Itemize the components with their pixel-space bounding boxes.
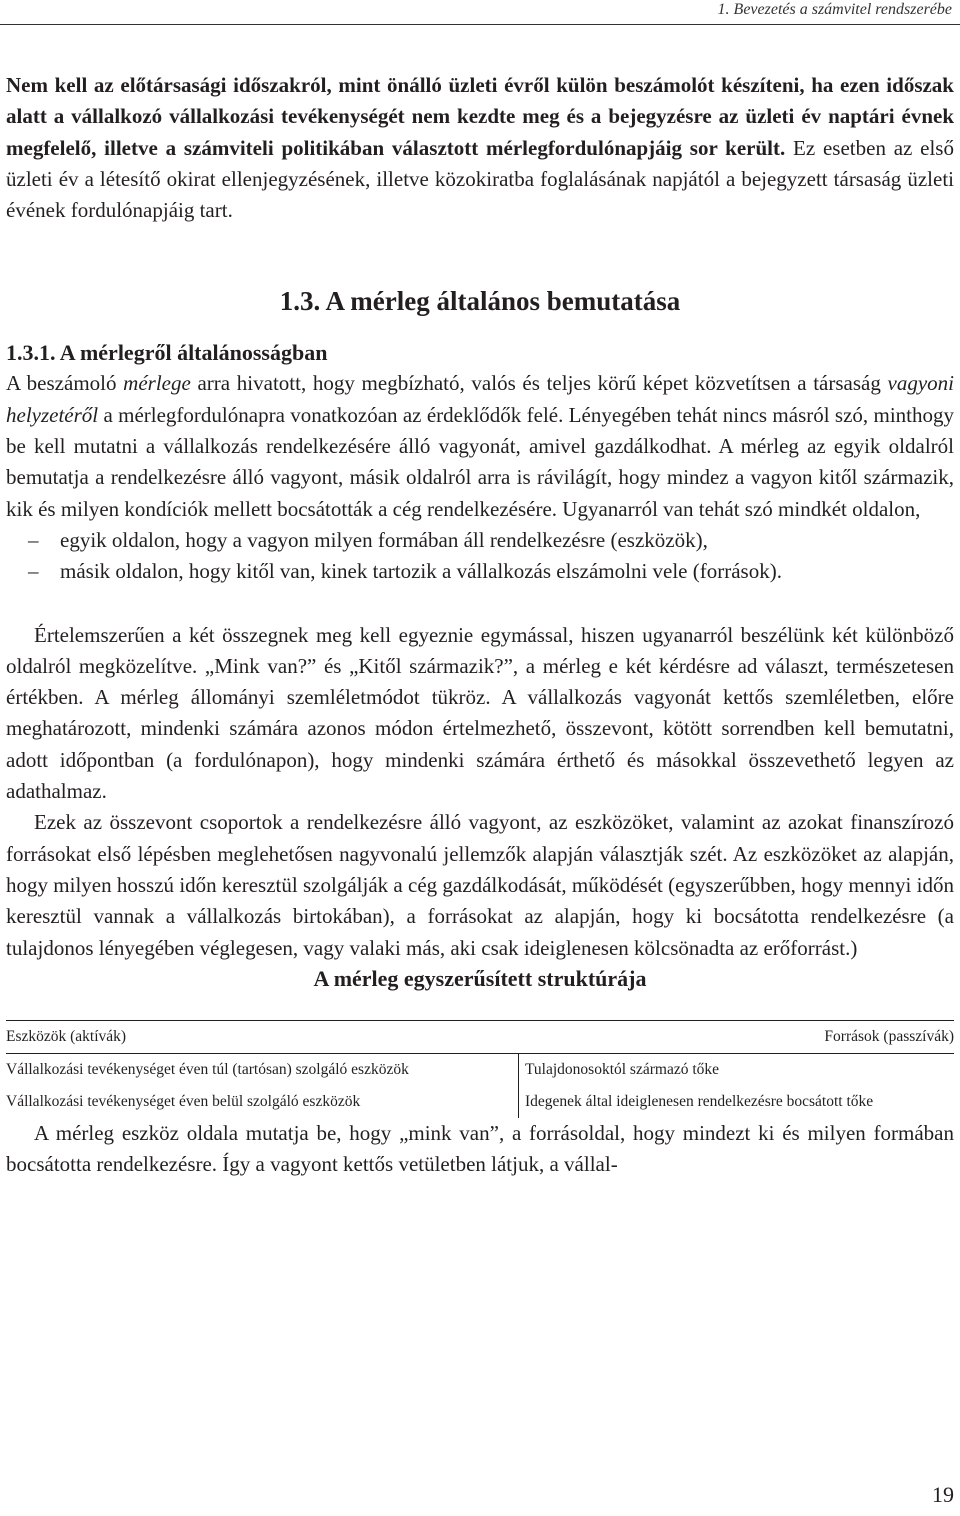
paragraph-closing: A mérleg eszköz oldala mutatja be, hogy „mink van”, a forrásoldal, hogy mindezt ki és milyen formában bocsátotta rendelkezésre. Így a vagyont kettős vetületben látjuk, a vállal- — [6, 1120, 954, 1177]
assets-header: Eszközök (aktívák) — [6, 1020, 519, 1053]
paragraph-groups: Ezek az összevont csoportok a rendelkezésre álló vagyont, az eszközöket, valamint az azokat finanszírozó forrásokat első lépésben meglehetősen nagyvonalú jellemzők alapján választják szét. Az eszközöket az alapján, hogy milyen hosszú időn keresztül szolgálják a cég gazdálkodását, működését (egyszerűbben, hogy mennyi időn keresztül vannak a vállalkozás birtokában), a forrásokat az alapján, hogy ki bocsátotta rendelkezésre (a tulajdonos lényegében véglegesen, vagy valaki más, aki csak ideiglenesen kölcsönadta az erőforrást.) — [6, 810, 954, 960]
dash-bullet: – — [28, 559, 39, 584]
intro-normal-text: Ez esetben az első üzleti év a létesítő okirat ellenjegyzésének, illetve közokiratba foglalásának napjától a bejegyzett társaság üzleti évének fordulónapjáig tart. — [6, 135, 954, 223]
table-row — [6, 1053, 954, 1086]
table-cell-assets: Vállalkozási tevékenységet éven belül szolgáló eszközök — [6, 1092, 361, 1110]
list-item — [6, 525, 954, 556]
structure-title: A mérleg egyszerűsített struktúrája — [313, 965, 647, 991]
table-row — [6, 1086, 954, 1118]
page-body — [6, 70, 954, 1180]
running-header — [0, 0, 960, 22]
table-cell-assets: Vállalkozási tevékenységet éven túl (tartósan) szolgáló eszközök — [6, 1060, 409, 1078]
liabilities-header: Források (passzívák) — [519, 1020, 955, 1053]
para1-text-2: arra hivatott, hogy megbízható, valós és teljes körű képet közvetítsen a társaság — [190, 371, 888, 396]
balance-structure-table — [6, 1020, 954, 1118]
list-item — [6, 556, 954, 587]
table-cell-sources: Tulajdonosoktól származó tőke — [519, 1053, 955, 1086]
header-rule — [0, 24, 960, 25]
intro-bold-text: Nem kell az előtársasági időszakról, mint önálló üzleti évről külön beszámolót készíteni, ha ezen időszak alatt a vállalkozó vállalkozási tevékenységét nem kezdte meg és a bejegyzésre az üzleti év naptári évnek megfelelő, illetve a számviteli politikában választott mérlegfordulónapjáig sor került. — [6, 73, 954, 160]
list-item-text: egyik oldalon, hogy a vagyon milyen formában áll rendelkezésre (eszközök), — [60, 527, 708, 552]
spacer — [6, 588, 954, 620]
paragraph-balance-intro — [6, 368, 954, 524]
section-heading-text: 1.3. A mérleg általános bemutatása — [279, 286, 681, 317]
section-heading — [6, 284, 954, 318]
page-number: 19 — [932, 1482, 954, 1507]
list-item-text: másik oldalon, hogy kitől van, kinek tartozik a vállalkozás elszámolni vele (források). — [60, 559, 782, 584]
running-title: 1. Bevezetés a számvitel rendszerébe — [717, 1, 952, 18]
para1-text-3: a mérlegfordulónapra vonatkozóan az érdeklődők felé. Lényegében tehát nincs másról szó, minthogy be kell mutatni a vállalkozás rendelkezésére álló vagyonát, amivel gazdálkodhat. A mérleg az egyik oldalról bemutatja a rendelkezésre álló vagyont, másik oldalról arra is rávilágít, hogy mindez a vagyon kitől származik, kik és milyen kondíciók mellett bocsátották a cég rendelkezésére. Ugyanarról van tehát szó mindkét oldalon, — [6, 402, 954, 521]
para1-italic-2: vagyoni helyzetéről — [6, 371, 954, 427]
table-cell-sources: Idegenek által ideiglenesen rendelkezésre bocsátott tőke — [519, 1086, 955, 1118]
para1-text-1: A beszámoló — [6, 371, 124, 396]
paragraph-equality: Értelemszerűen a két összegnek meg kell egyeznie egymással, hiszen ugyanarról beszélünk két különböző oldalról megközelítve. „Mink van?” és „Kitől származik?”, a mérleg e két kérdésre ad választ, természetesen értékben. A mérleg állományi szemléletmódot tükröz. A vállalkozás vagyonát kettős szemléletben, előre meghatározott, mindenki számára azonos módon értelmezhető, összevont, kötött sorrendben kell bemutatni, adott időpontban (a fordulónapon), hogy mindenki számára érthető és másokkal összevethető legyen az adathalmaz. — [6, 622, 954, 804]
dash-list — [6, 525, 954, 588]
intro-paragraph — [6, 70, 954, 226]
para1-italic-1: mérlege — [123, 371, 191, 396]
subsection-heading: 1.3.1. A mérlegről általánosságban — [6, 340, 328, 366]
table-header-row — [6, 1020, 954, 1053]
dash-bullet: – — [28, 527, 39, 552]
